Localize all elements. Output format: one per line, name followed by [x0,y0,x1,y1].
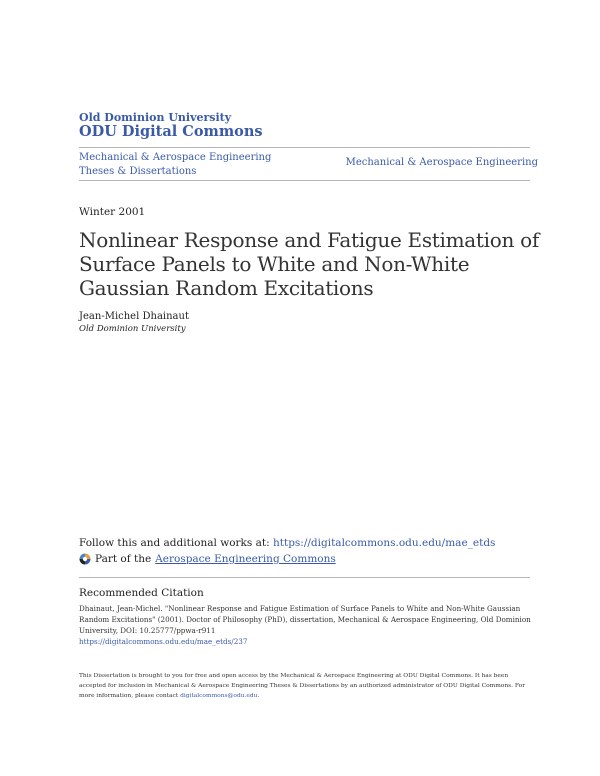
citation-body [79,603,531,647]
follow-url-link[interactable]: https://digitalcommons.odu.edu/mae_etds [273,537,496,549]
contact-email-link[interactable]: digitalcommons@odu.edu [180,693,258,699]
header-divider-top [79,147,530,148]
footer-note [79,671,531,701]
part-of-prefix: Part of the [95,553,152,565]
follow-prefix: Follow this and additional works at: [79,537,273,549]
footer-text: This Dissertation is brought to you for free and open access by the Mechanical & Aerospace Engineering at ODU Digital Commons. It has been accepted for inclusion in Mechanical & Aerospace Engineering Theses & Dissertations by an authorized administrator of ODU Digital Commons. For more information, please contact [79,673,526,699]
header-divider-bottom [79,180,530,181]
citation-divider [79,577,530,578]
department-link[interactable]: Mechanical & Aerospace Engineering [345,157,538,168]
document-date: Winter 2001 [79,206,146,218]
document-title: Nonlinear Response and Fatigue Estimation of Surface Panels to White and Non-White Gaussian Random Excitations [79,228,539,300]
aerospace-commons-link[interactable]: Aerospace Engineering Commons [155,553,336,565]
series-link[interactable]: Mechanical & Aerospace Engineering Theses & Dissertations [79,152,272,177]
part-of-line [79,553,336,565]
repository-name[interactable]: ODU Digital Commons [79,123,263,140]
university-name[interactable]: Old Dominion University [79,111,232,124]
author-affiliation: Old Dominion University [79,324,186,334]
citation-url-link[interactable]: https://digitalcommons.odu.edu/mae_etds/237 [79,637,248,646]
follow-line [79,537,495,549]
citation-text: Dhainaut, Jean-Michel. "Nonlinear Response and Fatigue Estimation of Surface Panels to White and Non-White Gaussian Random Excitations" (2001). Doctor of Philosophy (PhD), dissertation, Mechanical & Aerospace Engineering, Old Dominion University, DOI: 10.25777/ppwa-r911 [79,604,531,635]
footer-end: . [257,693,260,699]
citation-heading: Recommended Citation [79,587,204,599]
network-icon [79,553,91,565]
author-name: Jean-Michel Dhainaut [79,311,189,322]
